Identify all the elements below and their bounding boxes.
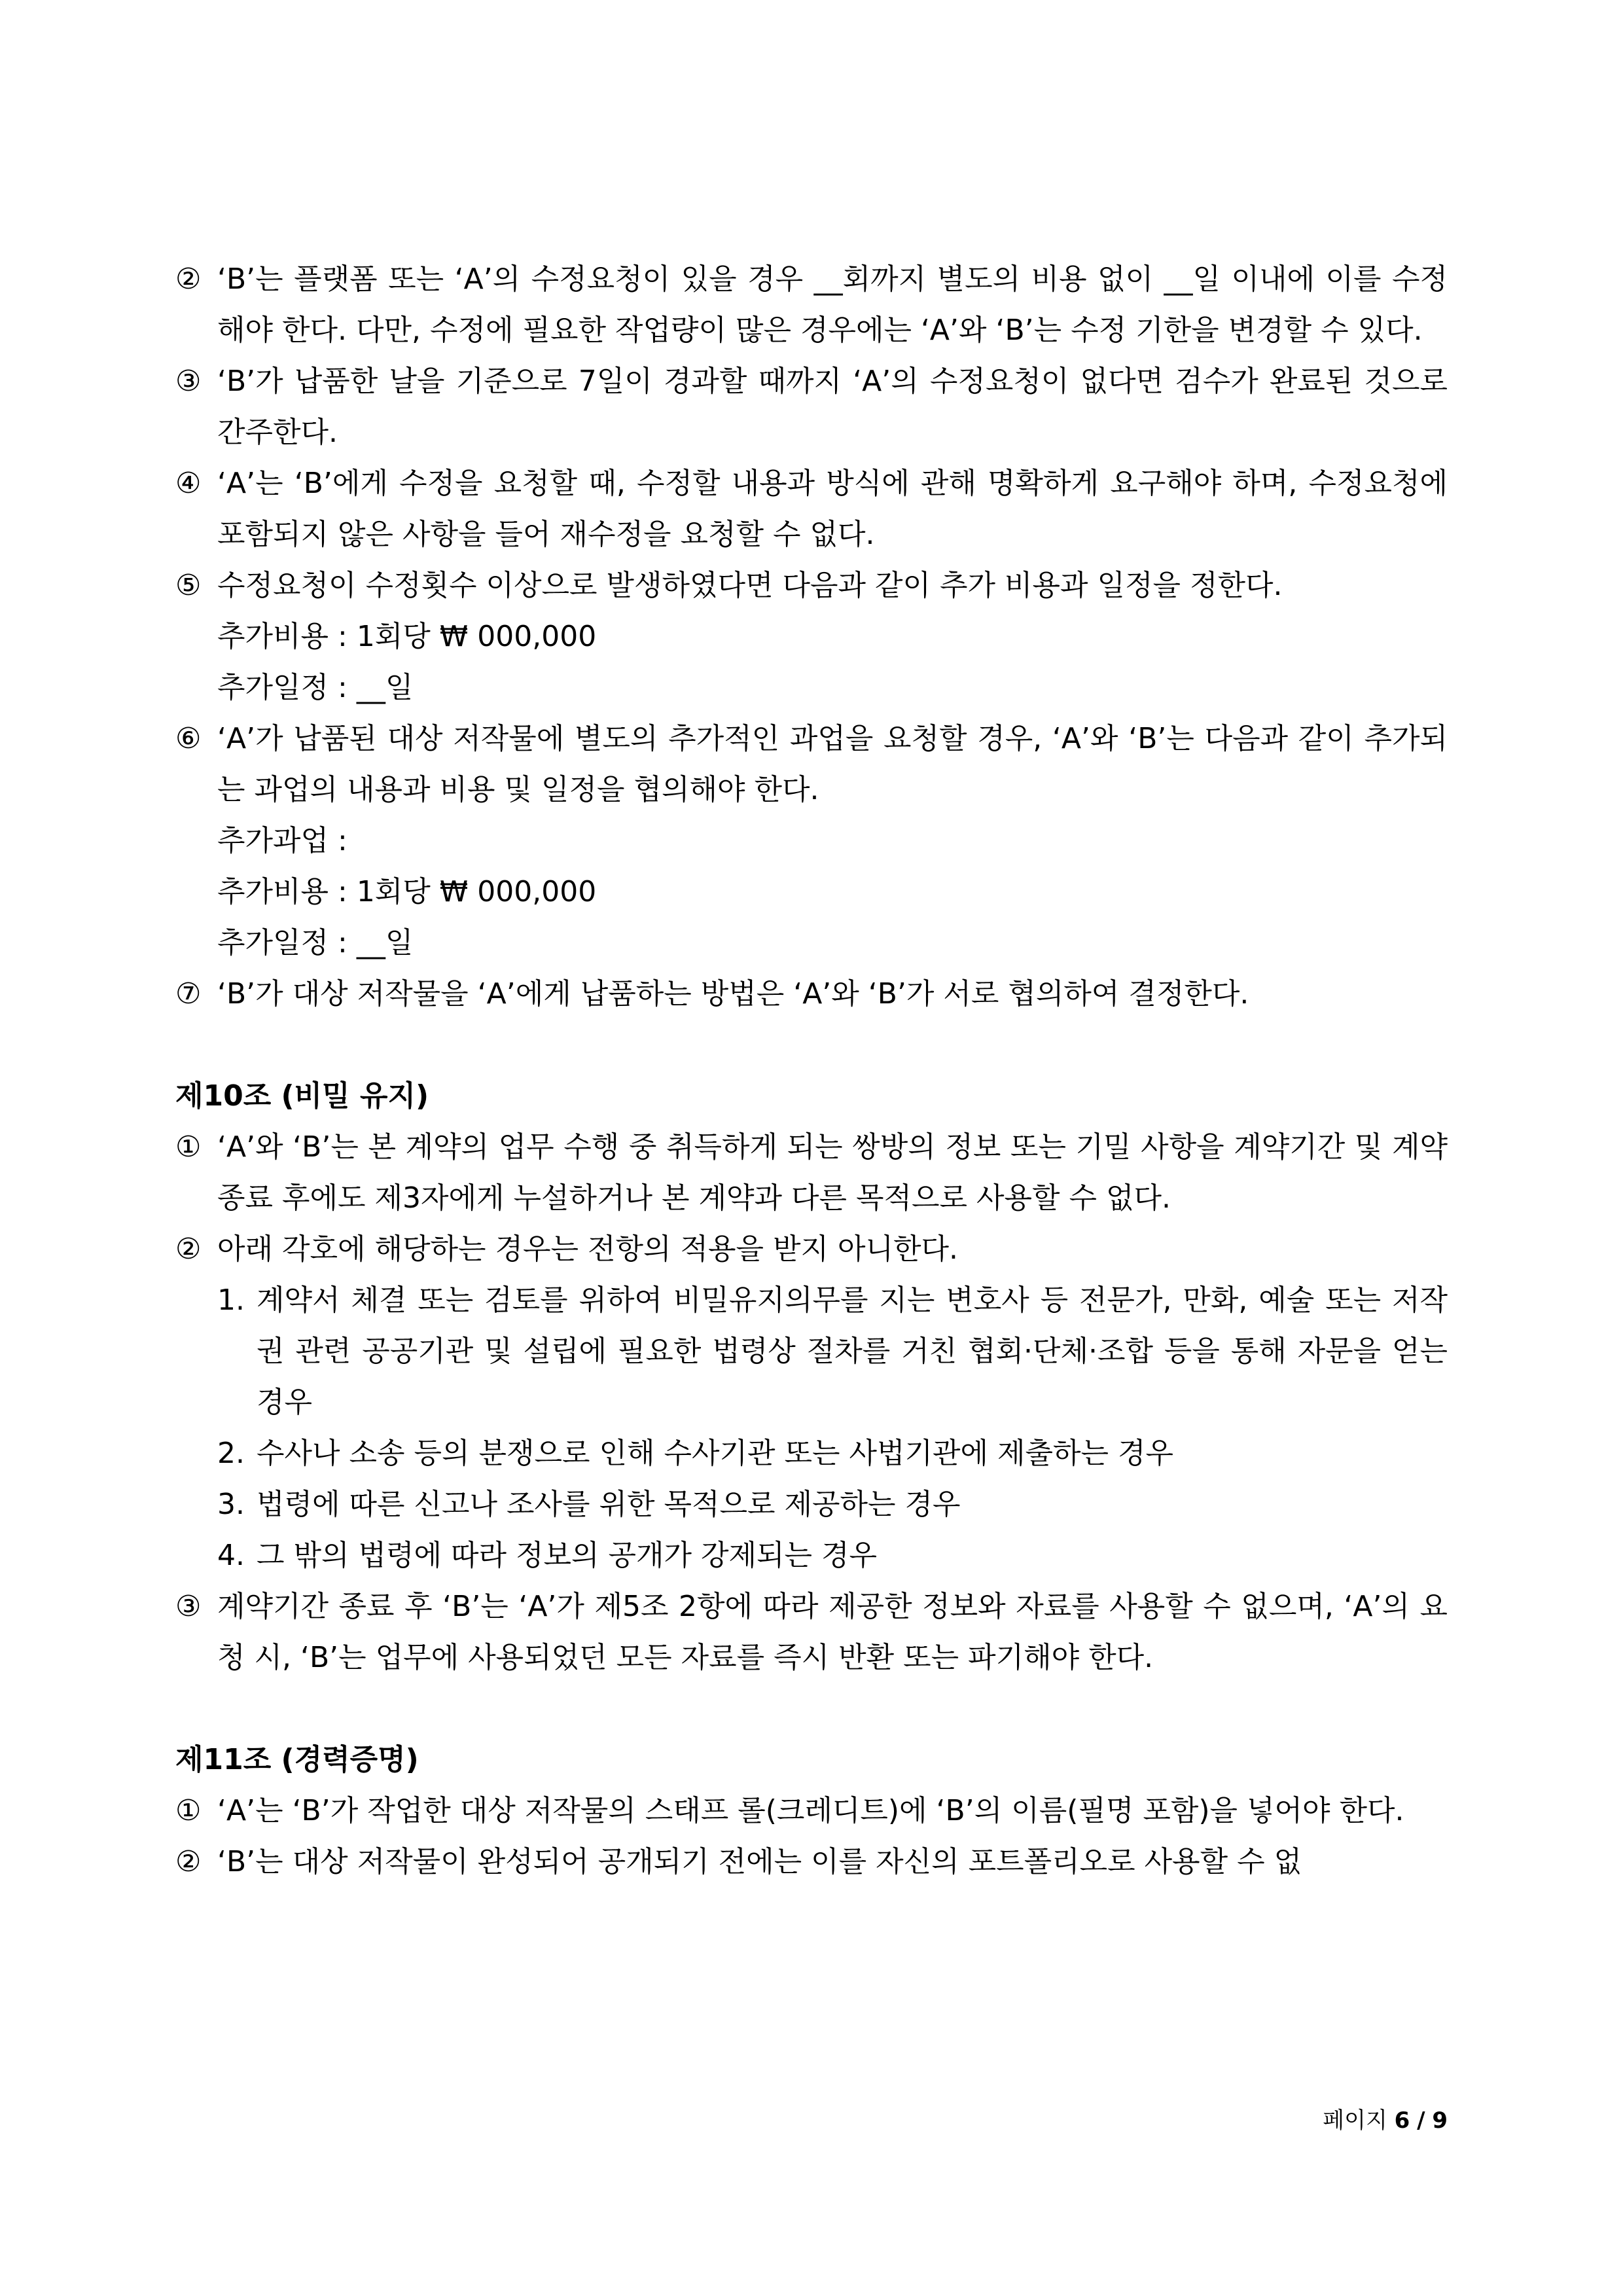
- article10-title: 제10조 (비밀 유지): [175, 1079, 429, 1113]
- total-page-count: 9: [1432, 2108, 1448, 2134]
- document-body: [175, 254, 1448, 1888]
- article9-paragraph-4: [175, 458, 1448, 560]
- additional-cost-line: 추가비용 : 1회당 ₩ 000,000: [217, 875, 597, 908]
- additional-schedule-line: 추가일정 : __일: [217, 926, 414, 960]
- article9-paragraph-6: [175, 713, 1448, 816]
- paragraph-number: ⑦: [175, 977, 202, 1011]
- page-separator: /: [1417, 2108, 1425, 2134]
- paragraph-text: ‘A’가 납품된 대상 저작물에 별도의 추가적인 과업을 요청할 경우, ‘A’와 ‘B’는 다음과 같이 추가되는 과업의 내용과 비용 및 일정을 협의해야 한다.: [217, 722, 1448, 806]
- article10-paragraph-2: [175, 1224, 1448, 1275]
- article9-paragraph-3: [175, 356, 1448, 458]
- article10-paragraph-1: [175, 1122, 1448, 1224]
- exception-item-1: [175, 1275, 1448, 1428]
- additional-cost-line: 추가비용 : 1회당 ₩ 000,000: [217, 620, 597, 653]
- page-label: 페이지: [1323, 2108, 1387, 2134]
- exception-item-3: [175, 1479, 1448, 1530]
- item-text: 수사나 소송 등의 분쟁으로 인해 수사기관 또는 사법기관에 제출하는 경우: [257, 1437, 1173, 1470]
- exception-item-4: [175, 1530, 1448, 1581]
- additional-schedule-line: 추가일정 : __일: [217, 671, 414, 704]
- paragraph-number: ⑥: [175, 722, 202, 755]
- paragraph-text: 아래 각호에 해당하는 경우는 전항의 적용을 받지 아니한다.: [217, 1232, 958, 1266]
- paragraph-text: ‘B’는 플랫폼 또는 ‘A’의 수정요청이 있을 경우 __회까지 별도의 비용 없이 __일 이내에 이를 수정해야 한다. 다만, 수정에 필요한 작업량이 많은 경우에는 ‘A’와 ‘B’는 수정 기한을 변경할 수 있다.: [217, 262, 1448, 347]
- paragraph-number: ②: [175, 262, 202, 296]
- item-number: 3.: [217, 1488, 245, 1521]
- article11-title: 제11조 (경력증명): [175, 1743, 419, 1776]
- paragraph-number: ⑤: [175, 569, 202, 602]
- article11-paragraph-1: [175, 1785, 1448, 1837]
- article10-paragraph-3: [175, 1581, 1448, 1683]
- paragraph-number: ②: [175, 1232, 202, 1266]
- item-number: 1.: [217, 1283, 245, 1317]
- paragraph-text: ‘A’는 ‘B’에게 수정을 요청할 때, 수정할 내용과 방식에 관해 명확하게 요구해야 하며, 수정요청에 포함되지 않은 사항을 들어 재수정을 요청할 수 없다.: [217, 467, 1448, 551]
- paragraph-number: ①: [175, 1130, 202, 1164]
- paragraph-text: ‘B’는 대상 저작물이 완성되어 공개되기 전에는 이를 자신의 포트폴리오로 사용할 수 없: [217, 1845, 1302, 1878]
- item-number: 2.: [217, 1437, 245, 1470]
- article9-paragraph-7: [175, 969, 1448, 1020]
- paragraph-number: ③: [175, 1590, 202, 1623]
- paragraph-number: ①: [175, 1794, 202, 1827]
- exception-item-2: [175, 1428, 1448, 1479]
- paragraph-number: ②: [175, 1845, 202, 1878]
- item-text: 그 밖의 법령에 따라 정보의 공개가 강제되는 경우: [257, 1539, 877, 1572]
- paragraph-text: ‘A’와 ‘B’는 본 계약의 업무 수행 중 취득하게 되는 쌍방의 정보 또는 기밀 사항을 계약기간 및 계약 종료 후에도 제3자에게 누설하거나 본 계약과 다른 목적으로 사용할 수 없다.: [217, 1130, 1448, 1215]
- item-number: 4.: [217, 1539, 245, 1572]
- current-page-number: 6: [1394, 2108, 1410, 2134]
- paragraph-text: ‘A’는 ‘B’가 작업한 대상 저작물의 스태프 롤(크레디트)에 ‘B’의 이름(필명 포함)을 넣어야 한다.: [217, 1794, 1404, 1827]
- item-text: 법령에 따른 신고나 조사를 위한 목적으로 제공하는 경우: [257, 1488, 961, 1521]
- article9-paragraph-5: [175, 560, 1448, 611]
- additional-task-line: 추가과업 :: [217, 824, 348, 857]
- paragraph-text: ‘B’가 대상 저작물을 ‘A’에게 납품하는 방법은 ‘A’와 ‘B’가 서로 협의하여 결정한다.: [217, 977, 1249, 1011]
- page-number-footer: [1323, 2108, 1448, 2134]
- paragraph-text: 수정요청이 수정횟수 이상으로 발생하였다면 다음과 같이 추가 비용과 일정을 정한다.: [217, 569, 1283, 602]
- paragraph-text: ‘B’가 납품한 날을 기준으로 7일이 경과할 때까지 ‘A’의 수정요청이 없다면 검수가 완료된 것으로 간주한다.: [217, 365, 1448, 449]
- item-text: 계약서 체결 또는 검토를 위하여 비밀유지의무를 지는 변호사 등 전문가, 만화, 예술 또는 저작권 관련 공공기관 및 설립에 필요한 법령상 절차를 거친 협회·단체·조합 등을 통해 자문을 얻는 경우: [257, 1283, 1448, 1419]
- paragraph-number: ④: [175, 467, 202, 500]
- article11-paragraph-2: [175, 1837, 1448, 1888]
- paragraph-text: 계약기간 종료 후 ‘B’는 ‘A’가 제5조 2항에 따라 제공한 정보와 자료를 사용할 수 없으며, ‘A’의 요청 시, ‘B’는 업무에 사용되었던 모든 자료를 즉시 반환 또는 파기해야 한다.: [217, 1590, 1448, 1674]
- article9-paragraph-2: [175, 254, 1448, 356]
- paragraph-number: ③: [175, 365, 202, 398]
